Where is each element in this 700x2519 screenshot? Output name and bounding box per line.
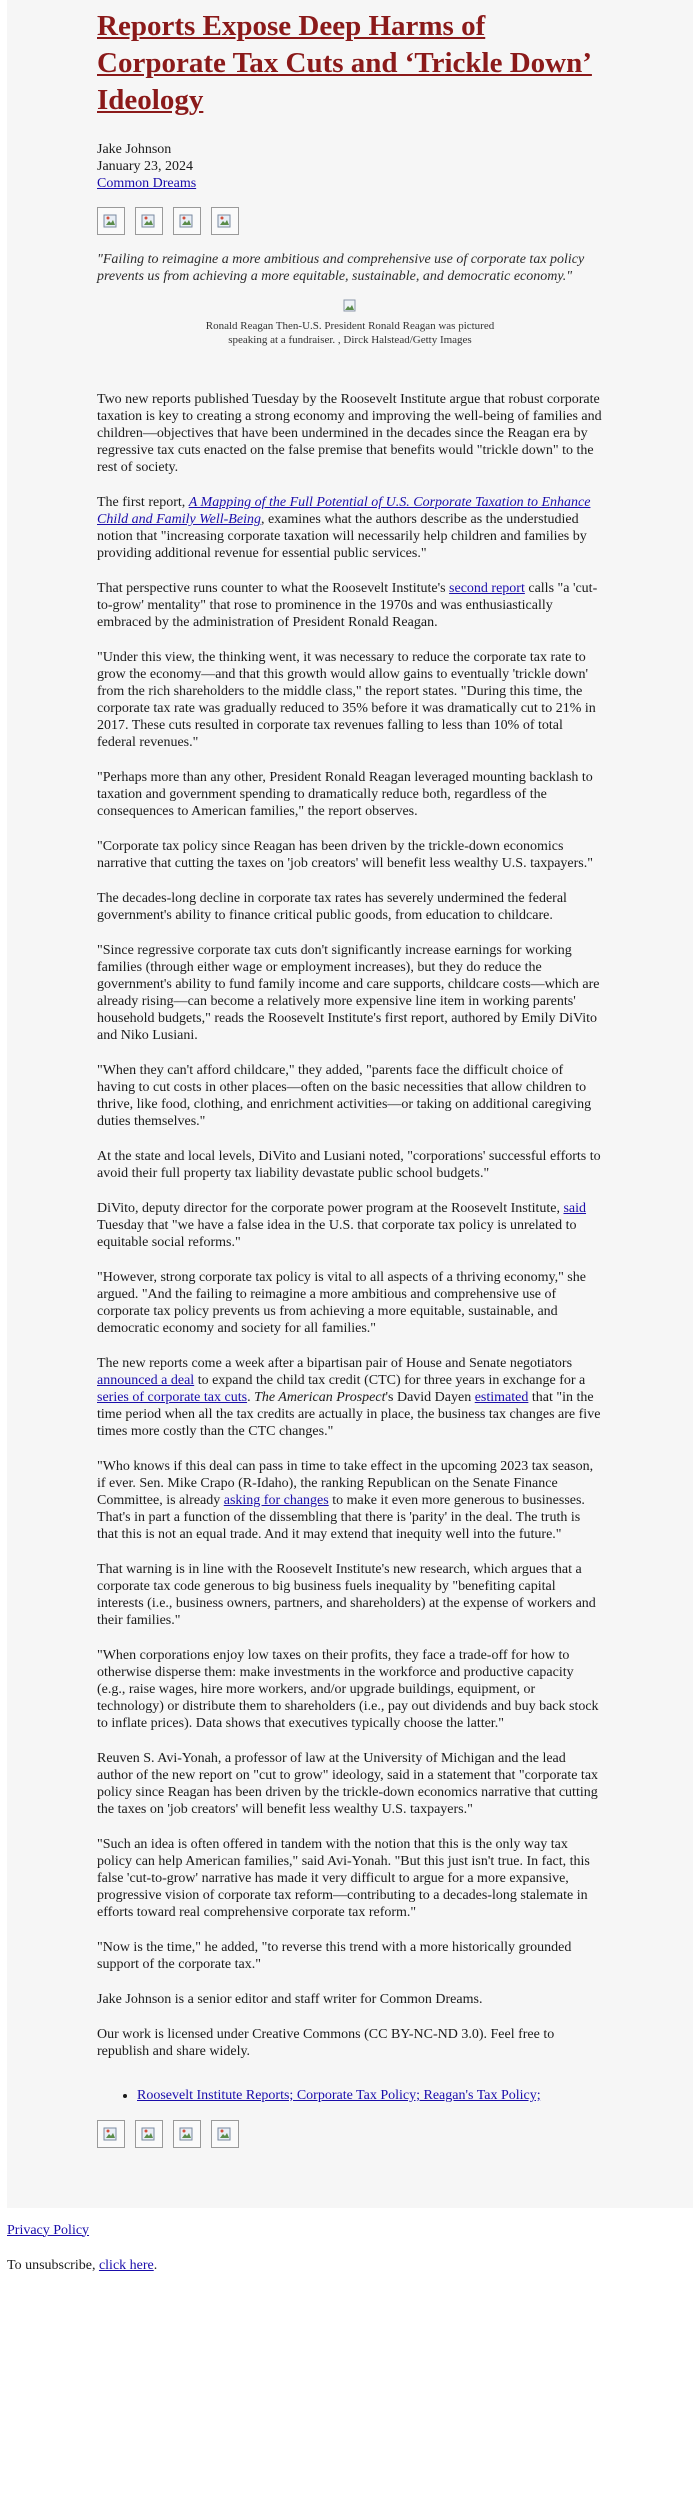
corporate-tax-cuts-link[interactable]: series of corporate tax cuts bbox=[97, 1389, 248, 1405]
paragraph: Reuven S. Avi-Yonah, a professor of law at the University of Michigan and the lead author of the new report on "cut to grow" ideology, said in a statement that "corporate tax policy since Reagan has been driven by the trickle-down economics narrative that cutting the taxes on 'job creators' will benefit less wealthy U.S. taxpayers." bbox=[97, 1750, 599, 1817]
report-link-first[interactable]: A Mapping of the Full Potential of U.S. Corporate Taxation to Enhance Child and Family Well-Being bbox=[97, 494, 591, 527]
report-link-second[interactable]: second report bbox=[449, 580, 525, 596]
paragraph: "Under this view, the thinking went, it was necessary to reduce the corporate tax rate to grow the economy—and that this growth would allow gains to eventually 'trickle down' from the rich shareholders to the middle class," the report states. "During this time, the corporate tax rate was gradually reduced to 35% before it was dramatically cut to 21% in 2017. These cuts resulted in corporate tax revenues falling to less than 10% of total federal revenues." bbox=[97, 649, 596, 750]
article-figure bbox=[97, 299, 603, 347]
paragraph: The decades-long decline in corporate tax rates has severely undermined the federal government's ability to finance critical public goods, from education to childcare. bbox=[97, 890, 567, 923]
tags-link[interactable]: Roosevelt Institute Reports; Corporate Tax Policy; Reagan's Tax Policy; bbox=[137, 2087, 541, 2103]
estimated-link[interactable]: estimated bbox=[474, 1389, 529, 1405]
paragraph: Two new reports published Tuesday by the Roosevelt Institute argue that robust corporate taxation is key to creating a strong economy and improving the well-being of families and children—objectives that have been undermined in the decades since the Reagan era by regressive tax cuts enacted on the false premise that benefits would "trickle down" to the rest of society. bbox=[97, 391, 602, 475]
paragraph: "Now is the time," he added, "to reverse this trend with a more historically grounded support of the corporate tax." bbox=[97, 1939, 572, 1972]
pull-quote: "Failing to reimagine a more ambitious and comprehensive use of corporate tax policy prevents us from achieving a more equitable, sustainable, and democratic economy." bbox=[97, 252, 585, 284]
paragraph: DiVito, deputy director for the corporate power program at the Roosevelt Institute, said Tuesday that "we have a false idea in the U.S. that corporate tax policy is unrelated to equitable social reforms." bbox=[97, 1200, 587, 1250]
article-meta bbox=[97, 141, 603, 192]
paragraph: "Perhaps more than any other, President Ronald Reagan leveraged mounting backlash to taxation and government spending to dramatically reduce both, regardless of the consequences to American families," the report observes. bbox=[97, 769, 593, 819]
paragraph: "Since regressive corporate tax cuts don't significantly increase earnings for working families (through either wage or employment increases), but they do reduce the government's ability to fund family income and care supports, childcare costs—which are already rising—can become a relatively more expensive line item in working parents' household budgets," reads the Roosevelt Institute's first report, authored by Emily DiVito and Niko Lusiani. bbox=[97, 942, 600, 1043]
privacy-policy-link[interactable]: Privacy Policy bbox=[7, 2222, 90, 2238]
email-icon[interactable] bbox=[173, 2120, 201, 2148]
twitter-icon[interactable] bbox=[135, 2120, 163, 2148]
facebook-icon[interactable] bbox=[97, 2120, 125, 2148]
image-caption: Ronald Reagan Then-U.S. President Ronald Reagan was pictured speaking at a fundraiser. , Dirck Halstead/Getty Images bbox=[205, 319, 495, 346]
paragraph: "Such an idea is often offered in tandem with the notion that this is the only way tax policy can help American families," said Avi-Yonah. "But this just isn't true. In fact, this false 'cut-to-grow' narrative has made it very difficult to argue for a more expansive, progressive vision of corporate tax reform—contributing to a decades-long stalemate in efforts toward real comprehensive corporate tax reform." bbox=[97, 1836, 590, 1920]
paragraph: "Who knows if this deal can pass in time to take effect in the upcoming 2023 tax season, if ever. Sen. Mike Crapo (R-Idaho), the ranking Republican on the Senate Finance Committee, is already asking for changes to make it even more generous to businesses. That's in part a function of the dissembling that there is 'parity' in the deal. The truth is that this is not an equal trade. And it may extend that inequity well into the future." bbox=[97, 1458, 594, 1542]
publish-date: January 23, 2024 bbox=[97, 159, 194, 174]
broken-image-icon bbox=[343, 299, 357, 313]
paragraph: That warning is in line with the Roosevelt Institute's new research, which argues that a corporate tax code generous to big business fuels inequality by "benefiting capital interests (i.e., business owners, partners, and shareholders) at the expense of workers and their families." bbox=[97, 1561, 596, 1628]
article-headline[interactable]: Reports Expose Deep Harms of Corporate Tax Cuts and ‘Trickle Down’ Ideology bbox=[97, 10, 592, 116]
email-icon[interactable] bbox=[173, 207, 201, 235]
paragraph: That perspective runs counter to what the Roosevelt Institute's second report calls "a 'cut-to-grow' mentality" that rose to prominence in the 1970s and was enthusiastically embraced by the administration of President Ronald Reagan. bbox=[97, 580, 598, 630]
paragraph: "When they can't afford childcare," they added, "parents face the difficult choice of having to cut costs in other places—often on the basic necessities that allow children to thrive, like food, clothing, and enrichment activities—or taking on additional caregiving duties themselves." bbox=[97, 1062, 592, 1129]
paragraph: The new reports come a week after a bipartisan pair of House and Senate negotiators announced a deal to expand the child tax credit (CTC) for three years in exchange for a series of corporate tax cuts. The American Prospect's David Dayen estimated that "in the time period when all the tax credits are actually in place, the business tax changes are five times more costly than the CTC changes." bbox=[97, 1355, 601, 1439]
email-footer bbox=[0, 2208, 700, 2274]
email-container bbox=[7, 0, 693, 2208]
share-row-top bbox=[97, 207, 603, 235]
facebook-icon[interactable] bbox=[97, 207, 125, 235]
paragraph: The first report, A Mapping of the Full Potential of U.S. Corporate Taxation to Enhance Child and Family Well-Being, examines what the authors describe as the understudied notion that "increasing corporate taxation will necessarily help children and families by providing additional revenue for essential public services." bbox=[97, 494, 591, 561]
source-link[interactable]: Common Dreams bbox=[97, 176, 197, 191]
print-icon[interactable] bbox=[211, 2120, 239, 2148]
print-icon[interactable] bbox=[211, 207, 239, 235]
said-link[interactable]: said bbox=[563, 1200, 587, 1216]
paragraph: At the state and local levels, DiVito and Lusiani noted, "corporations' successful efforts to avoid their full property tax liability devastate public school budgets." bbox=[97, 1148, 601, 1181]
paragraph: "When corporations enjoy low taxes on their profits, they face a trade-off for how to otherwise disperse them: make investments in the workforce and productive capacity (e.g., raise wages, hire more workers, and/or upgrade buildings, equipment, or technology) or distribute them to shareholders (i.e., pay out dividends and buy back stock to inflate prices). Data shows that executives typically choose the latter." bbox=[97, 1647, 599, 1731]
paragraph: "However, strong corporate tax policy is vital to all aspects of a thriving economy," she argued. "And the failing to reimagine a more ambitious and comprehensive use of corporate tax policy prevents us from achieving a more equitable, sustainable, and democratic economy and society for all families." bbox=[97, 1269, 586, 1336]
unsubscribe-line: To unsubscribe, click here. bbox=[7, 2257, 158, 2273]
paragraph: "Corporate tax policy since Reagan has been driven by the trickle-down economics narrative that cutting the taxes on 'job creators' will benefit less wealthy U.S. taxpayers." bbox=[97, 838, 593, 871]
unsubscribe-link[interactable]: click here bbox=[98, 2257, 154, 2273]
author-name: Jake Johnson bbox=[97, 142, 172, 157]
twitter-icon[interactable] bbox=[135, 207, 163, 235]
article-body bbox=[97, 391, 603, 2060]
asking-for-changes-link[interactable]: asking for changes bbox=[223, 1492, 329, 1508]
license-note: Our work is licensed under Creative Commons (CC BY-NC-ND 3.0). Feel free to republish and share widely. bbox=[97, 2026, 555, 2059]
share-row-bottom bbox=[97, 2120, 603, 2148]
list-item bbox=[137, 2088, 603, 2105]
article bbox=[7, 8, 693, 2148]
announced-deal-link[interactable]: announced a deal bbox=[97, 1372, 195, 1388]
tag-list bbox=[97, 2088, 603, 2105]
author-bio: Jake Johnson is a senior editor and staff writer for Common Dreams. bbox=[97, 1991, 483, 2007]
